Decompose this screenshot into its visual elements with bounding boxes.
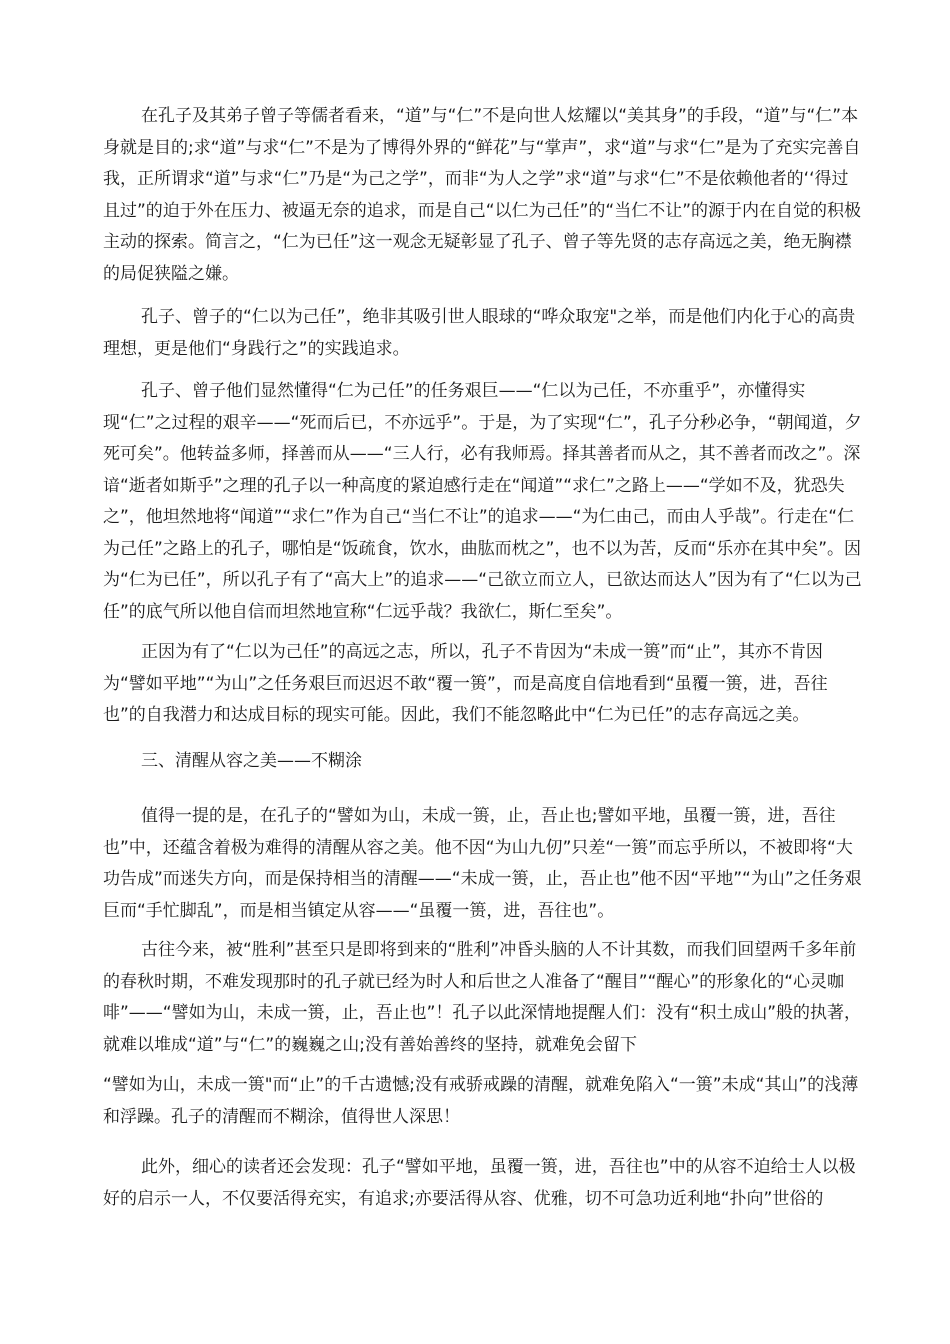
- paragraph-6: 古往今来，被“胜利”甚至只是即将到来的“胜利”冲昏头脑的人不计其数，而我们回望两千多年前的春秋时期，不难发现那时的孔子就已经为时人和后世之人准备了“醒目”“醒心”的形象化的“心灵咖啡”——“譬如为山，未成一篑，止，吾止也”！孔子以此深情地提醒人们：没有“积土成山”般的执著，就难以堆成“道”与“仁”的巍巍之山;没有善始善终的坚持，就难免会留下: [103, 940, 862, 1055]
- paragraph-2: 孔子、曾子的“仁以为己任”，绝非其吸引世人眼球的“哗众取宠"之举，而是他们内化于心的高贵理想，更是他们“身践行之”的实践追求。: [103, 307, 856, 359]
- paragraph-7: “譬如为山，未成一篑"而“止”的千古遗憾;没有戒骄戒躁的清醒，就难免陷入“一篑”未成“其山”的浅薄和浮躁。孔子的清醒而不糊涂，值得世人深思！: [103, 1075, 859, 1127]
- section-heading: 三、清醒从容之美——不糊涂: [141, 751, 362, 771]
- paragraph-8: 此外，细心的读者还会发现：孔子“譬如平地，虽覆一篑，进，吾往也”中的从容不迫给士人以极好的启示一人，不仅要活得充实，有追求;亦要活得从容、优雅，切不可急功近利地“扑向”世俗的: [103, 1157, 856, 1209]
- paragraph-4: 正因为有了“仁以为己任”的高远之志，所以，孔子不肯因为“未成一篑”而“止”，其亦不肯因为“譬如平地”“为山”之任务艰巨而迟迟不敢“覆一篑”，而是高度自信地看到“虽覆一篑，进，吾往也”的自我潜力和达成目标的现实可能。因此，我们不能忽略此中“仁为已任”的志存高远之美。: [103, 642, 828, 725]
- paragraph-1: 在孔子及其弟子曾子等儒者看来，“道”与“仁”不是向世人炫耀以“美其身”的手段，“道”与“仁”本身就是目的;求“道”与求“仁”不是为了博得外界的“鲜花”与“掌声”，求“道”与求“仁”是为了充实完善自我，正所谓求“道”与求“仁”乃是“为己之学”，而非“为人之学”求“道”与求“仁”不是依赖他者的‘‘得过且过”的迫于外在压力、被逼无奈的追求，而是自己“以仁为己任”的“当仁不让”的源于内在自觉的积极主动的探索。简言之，“仁为已任”这一观念无疑彰显了孔子、曾子等先贤的志存高远之美，绝无胸襟的局促狭隘之嫌。: [103, 106, 862, 284]
- paragraph-5: 值得一提的是，在孔子的“譬如为山，未成一篑，止，吾止也;譬如平地，虽覆一篑，进，吾往也”中，还蕴含着极为难得的清醒从容之美。他不因“为山九仞”只差“一篑”而忘乎所以，不被即将“大功告成”而迷失方向，而是保持相当的清醒——“未成一篑，止，吾止也”他不因“平地”“为山”之任务艰巨而“手忙脚乱”，而是相当镇定从容——“虽覆一篑，进，吾往也”。: [103, 806, 862, 921]
- paragraph-3: 孔子、曾子他们显然懂得“仁为己任”的任务艰巨——“仁以为己任，不亦重乎”，亦懂得实现“仁”之过程的艰辛——“死而后已，不亦远乎”。于是，为了实现“仁”，孔子分秒必争，“朝闻道，夕死可矣”。他转益多师，择善而从——“三人行，必有我师焉。择其善者而从之，其不善者而改之”。深谙“逝者如斯乎”之理的孔子以一种高度的紧迫感行走在“闻道”“求仁”之路上——“学如不及，犹恐失之”，他坦然地将“闻道”“求仁”作为自己“当仁不让”的追求——“为仁由己，而由人乎哉”。行走在“仁为己任”之路上的孔子，哪怕是“饭疏食，饮水，曲肱而枕之”，也不以为苦，反而“乐亦在其中矣”。因为“仁为已任”，所以孔子有了“高大上”的追求——“己欲立而立人，已欲达而达人”因为有了“仁以为己任”的底气所以他自信而坦然地宣称“仁远乎哉？我欲仁，斯仁至矣”。: [103, 381, 862, 622]
